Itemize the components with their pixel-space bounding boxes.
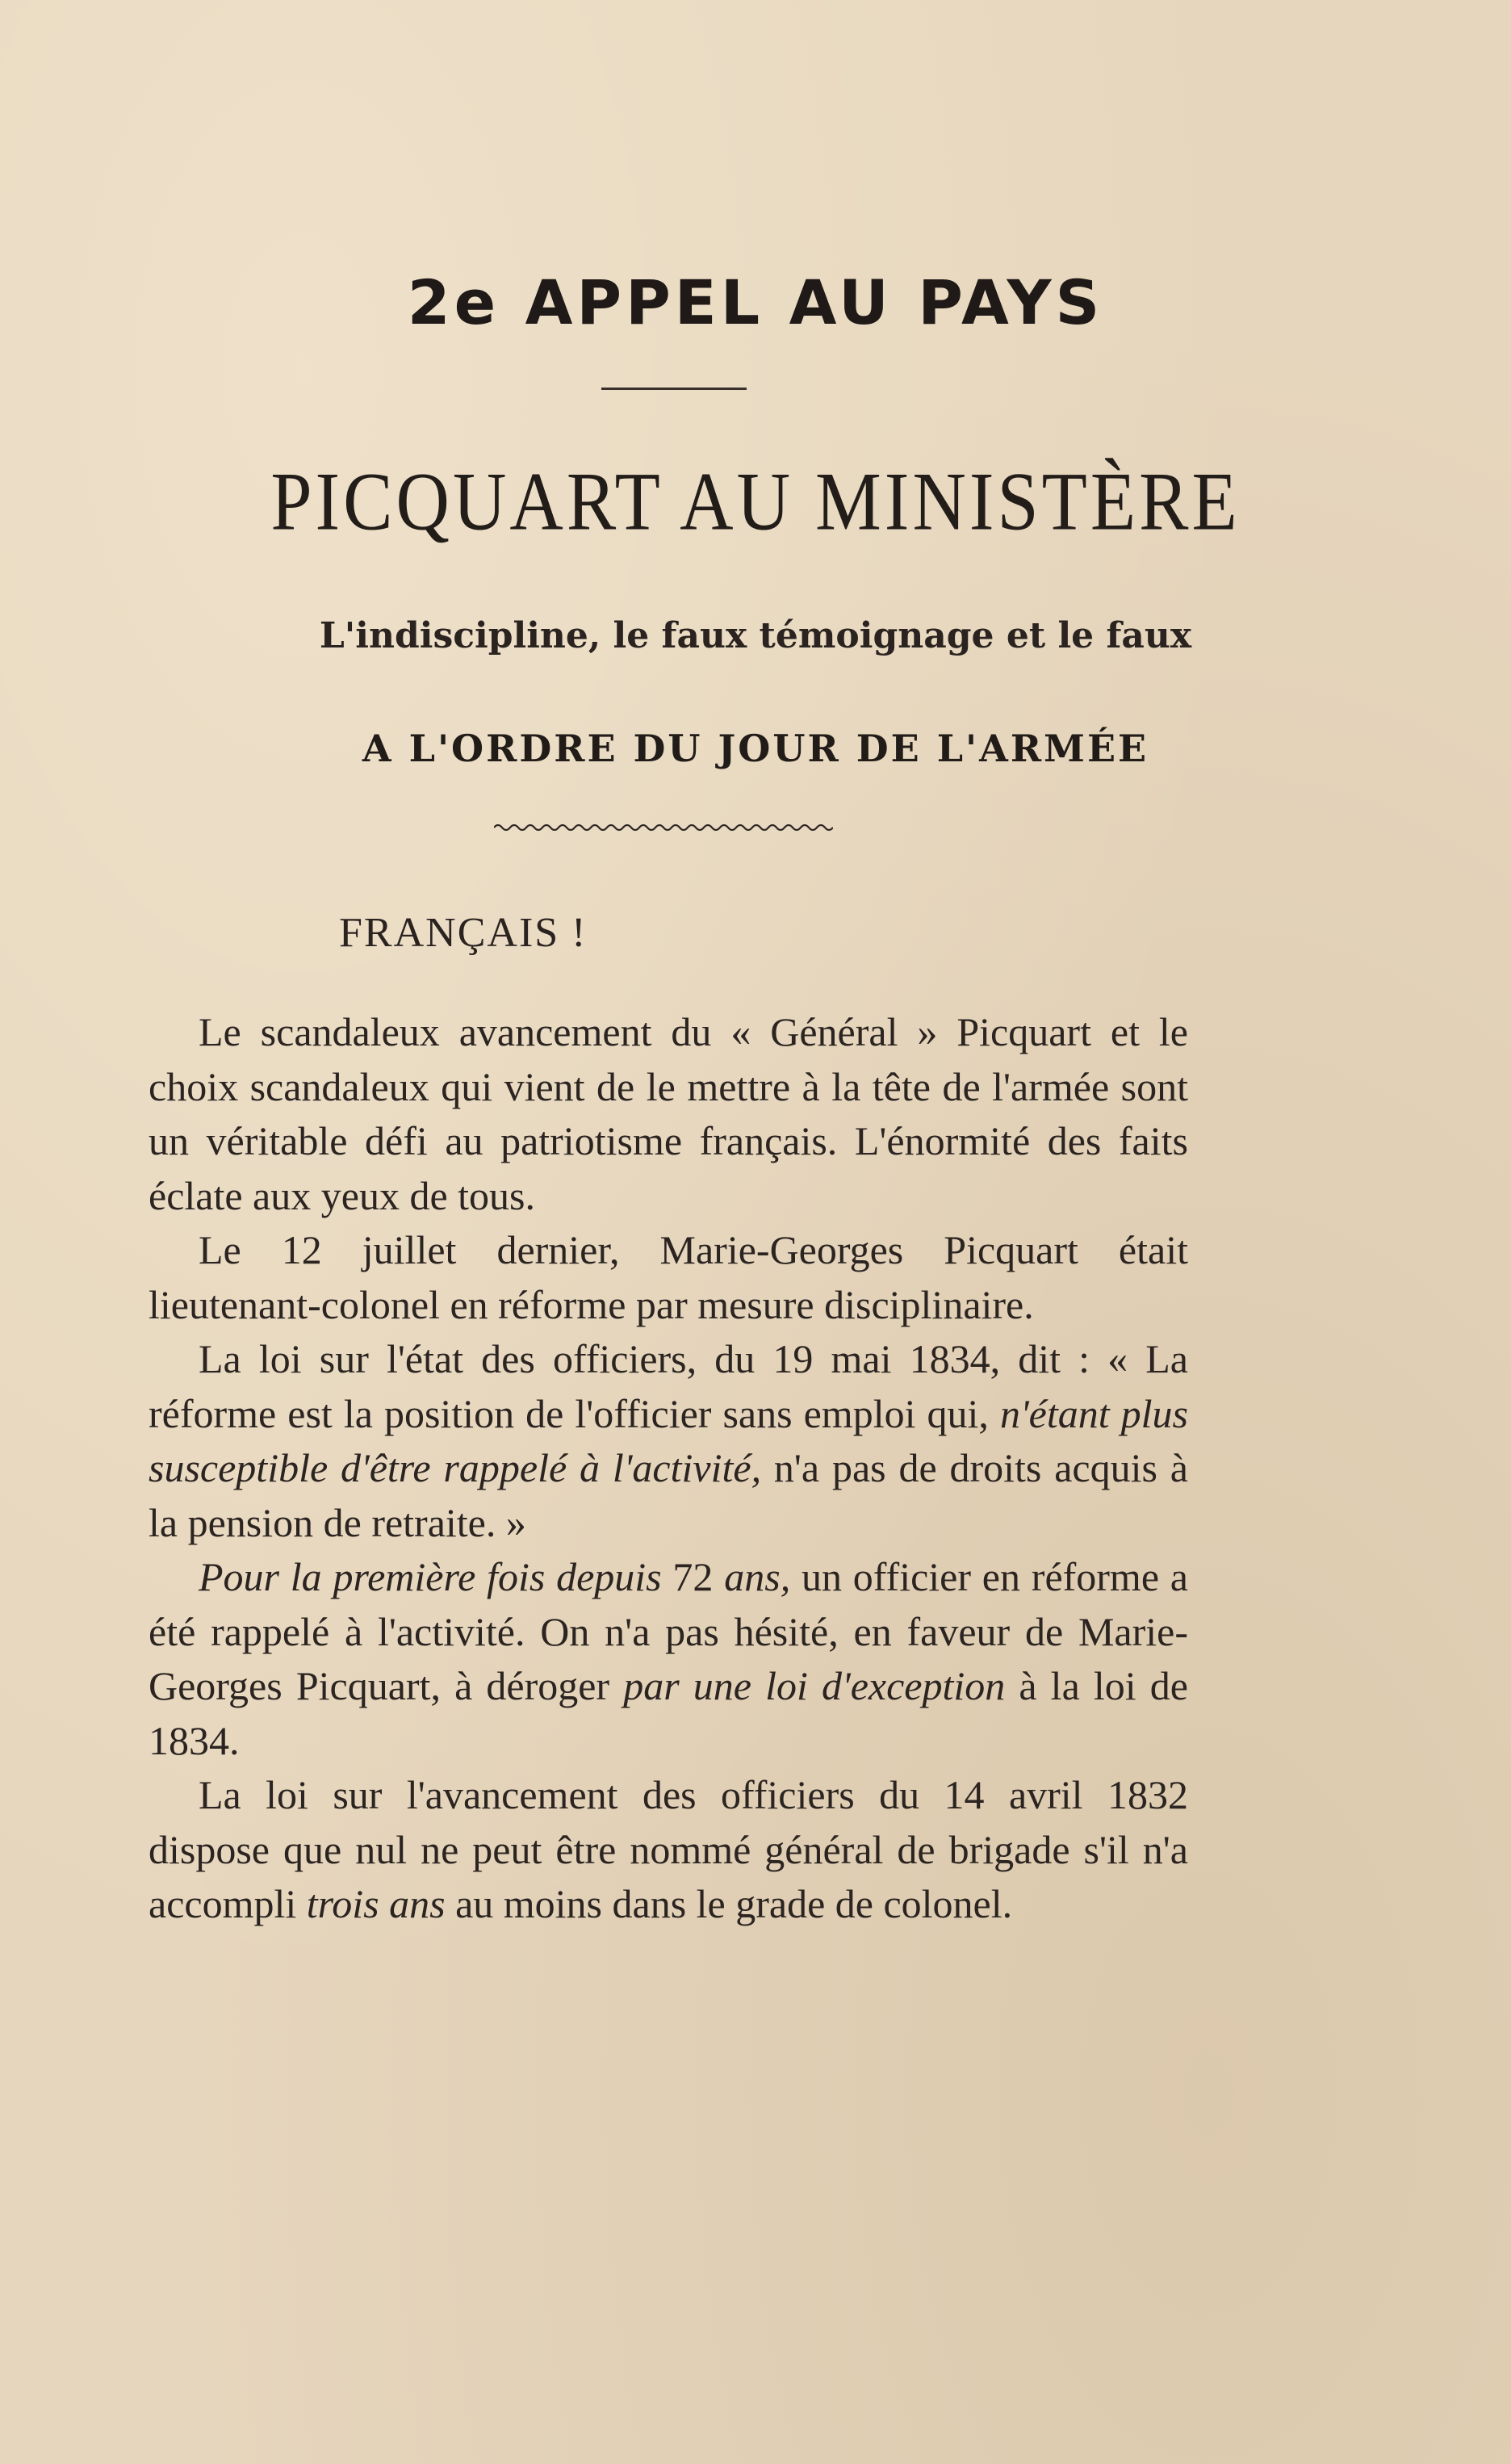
paragraph-text: au moins dans le grade de colonel. <box>445 1881 1013 1926</box>
page-title: PICQUART AU MINISTÈRE <box>270 455 1241 548</box>
italic-emphasis: n'étant plus susceptible d'être rappelé à l'activité, <box>149 1390 1188 1490</box>
paragraph-text: La loi sur l'état des officiers, du 19 mai 1834, dit : « La réforme est la position de l'officier sans emploi qui, <box>149 1336 1188 1436</box>
italic-emphasis: ans, <box>724 1554 791 1599</box>
paragraph-text: Le scandaleux avancement du « Général » Picquart et le choix scandaleux qui vient de le mettre à la tête de l'armée sont un véritable défi au patriotisme français. L'énormité des faits éclate aux yeux de tous. <box>149 1009 1188 1218</box>
paragraph-text: à la loi de 1834. <box>149 1663 1188 1763</box>
paragraph-2 <box>149 1223 1188 1332</box>
italic-emphasis: trois ans <box>306 1881 446 1926</box>
short-divider <box>601 388 747 390</box>
salutation: FRANÇAIS ! <box>339 910 588 956</box>
paragraph-3 <box>149 1332 1188 1550</box>
paragraph-5 <box>149 1768 1188 1932</box>
paragraph-text: Le 12 juillet dernier, Marie-Georges Picquart était lieutenant-colonel en réforme par mesure disciplinaire. <box>149 1227 1188 1327</box>
paragraph-4 <box>149 1550 1188 1768</box>
paragraph-text: La loi sur l'avancement des officiers du 14 avril 1832 dispose que nul ne peut être nommé général de brigade s'il n'a accompli <box>149 1772 1188 1926</box>
paragraph-text: n'a pas de droits acquis à la pension de retraite. » <box>149 1445 1188 1545</box>
paragraph-text: un officier en réforme a été rappelé à l'activité. On n'a pas hésité, en faveur de Marie-Georges Picquart, à déroger <box>149 1554 1189 1708</box>
paragraph-text: 72 <box>661 1554 725 1599</box>
order-of-the-day-heading: A L'ORDRE DU JOUR DE L'ARMÉE <box>362 727 1149 770</box>
subtitle: L'indiscipline, le faux témoignage et le faux <box>319 615 1192 656</box>
italic-emphasis: Pour la première fois depuis <box>199 1554 662 1599</box>
wavy-divider <box>494 822 833 833</box>
appeal-heading: 2e APPEL AU PAYS <box>407 266 1104 338</box>
paragraph-1 <box>149 1005 1188 1223</box>
italic-emphasis: par une loi d'exception <box>623 1663 1006 1708</box>
body-text <box>149 1005 1188 1932</box>
